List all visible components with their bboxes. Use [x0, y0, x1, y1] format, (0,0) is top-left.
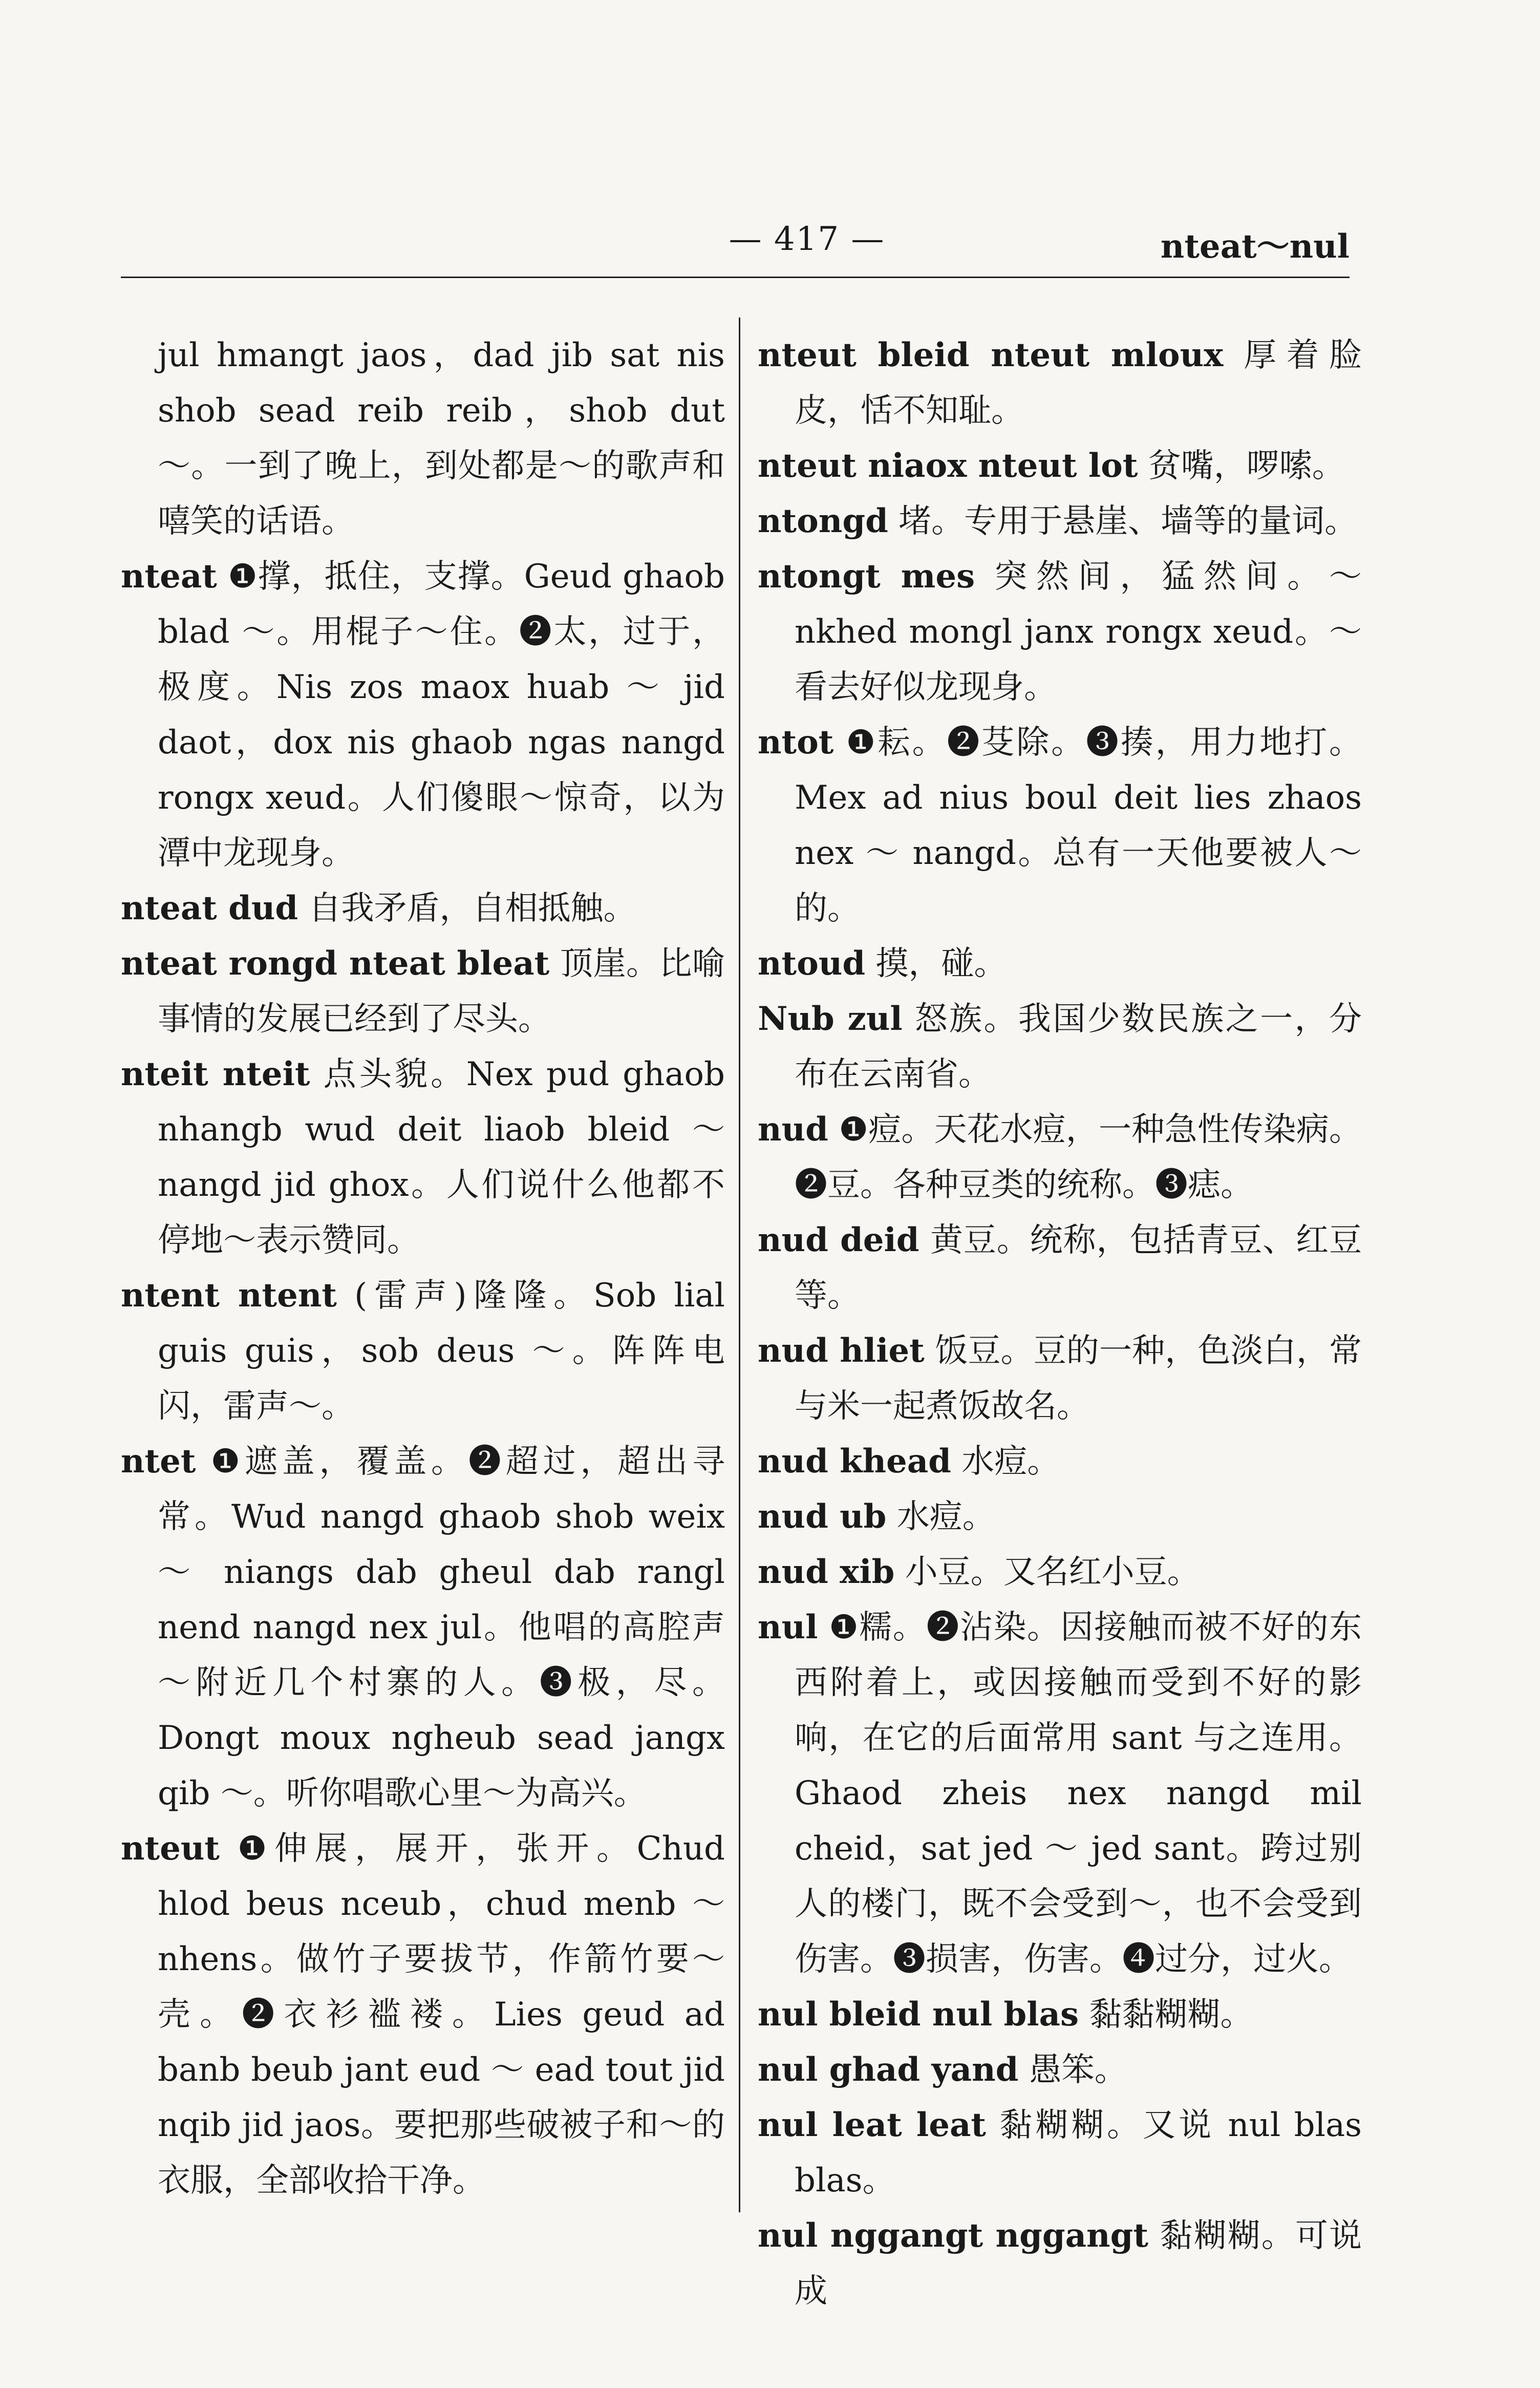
- entry-definition: ❶痘。天花水痘，一种急性传染病。❷豆。各种豆类的统称。❸痣。: [795, 1111, 1362, 1204]
- entry-headword: nteat dud: [121, 889, 298, 927]
- dictionary-entry: [758, 1987, 1362, 2042]
- dictionary-entry: [758, 1323, 1362, 1434]
- entry-definition: ❶糯。❷沾染。因接触而被不好的东西附着上，或因接触而受到不好的影响，在它的后面常用 sant 与之连用。Ghaod zheis nex nangd mil cheid，sat jed ～ jed sant。跨过别人的楼门，既不会受到～，也不会受到伤害。❸损害，伤害。❹过分，过火。: [795, 1609, 1362, 1978]
- entry-definition: 饭豆。豆的一种，色淡白，常与米一起煮饭故名。: [795, 1332, 1362, 1425]
- entry-definition: 摸，碰。: [875, 945, 1007, 983]
- dictionary-entry: [758, 438, 1362, 494]
- dictionary-entry: [121, 1047, 725, 1268]
- entry-headword: nud khead: [758, 1442, 951, 1481]
- dictionary-entry: [758, 1434, 1362, 1489]
- entry-headword: nteut: [121, 1829, 220, 1868]
- dictionary-entry: [758, 328, 1362, 438]
- entry-definition: ❶遮盖，覆盖。❷超过，超出寻常。Wud nangd ghaob shob weix ～ niangs dab gheul dab rangl nend nangd nex jul。他唱的高腔声～附近几个村寨的人。❸极，尽。Dongt moux ngheub sead jangx qib ～。听你唱歌心里～为高兴。: [158, 1443, 725, 1812]
- entry-headword: nul leat leat: [758, 2106, 986, 2144]
- continuation-text: jul hmangt jaos，dad jib sat nis shob sead reib reib，shob dut ～。一到了晚上，到处都是～的歌声和嘻笑的话语。: [158, 336, 725, 540]
- header-rule: [121, 277, 1350, 278]
- dictionary-entry: [121, 1434, 725, 1821]
- entry-headword: nteit nteit: [121, 1055, 310, 1093]
- entry-headword: ntoud: [758, 944, 866, 983]
- entry-definition: 水痘。: [896, 1498, 995, 1536]
- entry-headword: nteut bleid nteut mloux: [758, 336, 1224, 374]
- dictionary-entry: [758, 549, 1362, 715]
- entry-headword: nul: [758, 1608, 818, 1646]
- entry-headword: nud hliet: [758, 1332, 925, 1370]
- entry-headword: ntot: [758, 723, 834, 762]
- entry-definition: 怒族。我国少数民族之一，分布在云南省。: [795, 1000, 1362, 1093]
- dictionary-entry: [121, 1821, 725, 2208]
- entry-headword: Nub zul: [758, 1000, 903, 1038]
- page-number: — 417 —: [729, 220, 885, 258]
- dictionary-entry: [121, 549, 725, 881]
- entry-headword: ntet: [121, 1442, 196, 1481]
- entry-definition: 黄豆。统称，包括青豆、红豆等。: [795, 1221, 1362, 1315]
- dictionary-entry: [758, 991, 1362, 1102]
- entry-headword: nud: [758, 1110, 828, 1149]
- page-header: [121, 205, 1350, 282]
- dictionary-entry: [121, 936, 725, 1047]
- entry-definition: ❶撑，抵住，支撑。Geud ghaob blad ～。用棍子～住。❷太，过于，极度。Nis zos maox huab ～ jid daot，dox nis ghaob ngas nangd rongx xeud。人们傻眼～惊奇，以为潭中龙现身。: [158, 558, 725, 872]
- running-head: nteat～nul: [1160, 227, 1350, 266]
- entry-definition: (雷声)隆隆。Sob lial guis guis，sob deus ～。阵阵电闪，雷声～。: [158, 1277, 725, 1425]
- dictionary-entry: [758, 1213, 1362, 1323]
- entry-headword: nud xib: [758, 1553, 895, 1591]
- dictionary-entry: [758, 2208, 1362, 2319]
- entry-definition: 黏黏糊糊。: [1089, 1996, 1253, 2034]
- entry-headword: nteut niaox nteut lot: [758, 447, 1138, 485]
- dictionary-entry: [758, 2042, 1362, 2098]
- entry-definition: ❶伸展，展开，张开。Chud hlod beus nceub，chud menb ～ nhens。做竹子要拔节，作箭竹要～壳。❷衣衫褴褛。Lies geud ad banb beub jant eud ～ ead tout jid nqib jid jaos。要把那些破被子和～的衣服，全部收拾干净。: [158, 1830, 725, 2200]
- entry-headword: nteat rongd nteat bleat: [121, 944, 550, 983]
- dictionary-entry: [121, 1268, 725, 1434]
- dictionary-entry: [758, 1545, 1362, 1600]
- entry-headword: nud ub: [758, 1497, 887, 1536]
- entry-headword: ntongd: [758, 502, 888, 540]
- column-divider: [739, 318, 740, 2212]
- entry-headword: nud deid: [758, 1221, 919, 1259]
- entry-definition: 堵。专用于悬崖、墙等的量词。: [899, 502, 1358, 540]
- entry-definition: 水痘。: [961, 1443, 1060, 1481]
- entry-definition: 小豆。又名红小豆。: [905, 1553, 1200, 1591]
- entry-definition: 贫嘴，啰嗦。: [1148, 447, 1345, 485]
- entry-definition: 愚笨。: [1029, 2051, 1127, 2089]
- entry-definition: 突然间，猛然间。～ nkhed mongl janx rongx xeud。～看去好似龙现身。: [795, 558, 1362, 706]
- entry-headword: nul bleid nul blas: [758, 1995, 1079, 2034]
- entry-headword: nul ghad yand: [758, 2051, 1019, 2089]
- dictionary-entry: [758, 2098, 1362, 2208]
- dictionary-entry: [121, 881, 725, 936]
- entry-definition: 顶崖。比喻事情的发展已经到了尽头。: [158, 945, 725, 1038]
- dictionary-entry: [758, 936, 1362, 991]
- dictionary-entry: [758, 1600, 1362, 1987]
- dictionary-entry: [758, 1489, 1362, 1545]
- entry-headword: nul nggangt nggangt: [758, 2216, 1148, 2255]
- entry-headword: ntent ntent: [121, 1276, 337, 1315]
- dictionary-entry: [758, 494, 1362, 549]
- entry-definition: 自我矛盾，自相抵触。: [308, 890, 636, 927]
- dictionary-entry: [758, 1102, 1362, 1213]
- entry-definition: 黏糊糊。可说成: [795, 2217, 1362, 2310]
- entry-definition: ❶耘。❷芟除。❸揍，用力地打。Mex ad nius boul deit lies zhaos nex ～ nangd。总有一天他要被人～的。: [795, 724, 1362, 927]
- entry-headword: ntongt mes: [758, 557, 975, 596]
- right-column: [758, 328, 1362, 2319]
- entry-definition: 点头貌。Nex pud ghaob nhangb wud deit liaob bleid ～ nangd jid ghox。人们说什么他都不停地～表示赞同。: [158, 1055, 725, 1259]
- entry-headword: nteat: [121, 557, 217, 596]
- entry-definition: 黏糊糊。又说 nul blas blas。: [795, 2106, 1362, 2200]
- dictionary-entry: [758, 715, 1362, 936]
- left-column: [121, 328, 725, 2208]
- entry-definition: 厚着脸皮，恬不知耻。: [795, 336, 1362, 430]
